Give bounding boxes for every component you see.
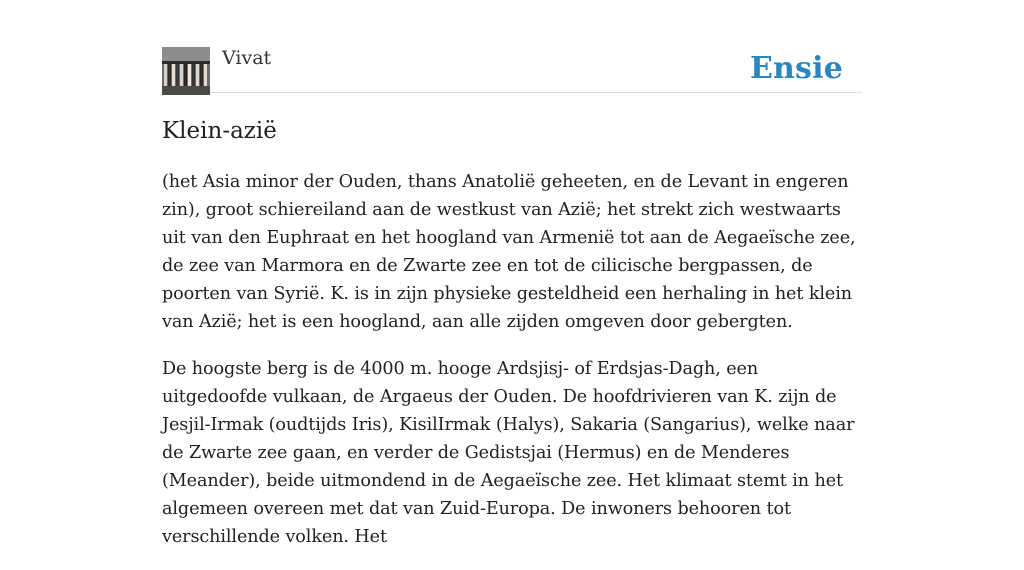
article-page	[162, 0, 862, 547]
author-avatar[interactable]	[162, 47, 210, 95]
brand-logo[interactable]: Ensie	[749, 51, 843, 86]
article-paragraph: (het Asia minor der Ouden, thans Anatolië geheeten, en de Levant in engeren zin), groot schiereiland aan de westkust van Azië; het strekt zich westwaarts uit van den Euphraat en het hoogland van Armenië tot aan de Aegaeïsche zee, de zee van Marmora en de Zwarte zee en tot de cilicische bergpassen, de poorten van Syrië. K. is in zijn physieke gesteldheid een herhaling in het klein van Azië; het is een hoogland, aan alle zijden omgeven door gebergten.	[162, 172, 856, 332]
article-body	[162, 168, 862, 570]
book-shelf-icon	[162, 47, 210, 95]
author-name[interactable]: Vivat	[222, 47, 272, 69]
article-header	[162, 0, 862, 93]
article-paragraph: De hoogste berg is de 4000 m. hooge Ardsjisj- of Erdsjas-Dagh, een uitgedoofde vulkaan, de Argaeus der Ouden. De hoofdrivieren van K. zijn de Jesjil-Irmak (oudtijds Iris), KisilIrmak (Halys), Sakaria (Sangarius), welke naar de Zwarte zee gaan, en verder de Gedistsjai (Hermus) en de Menderes (Meander), beide uitmondend in de Aegaeïsche zee. Het klimaat stemt in het algemeen overeen met dat van Zuid-Europa. De inwoners behooren tot verschillende volken. Het	[162, 359, 855, 547]
article-title: Klein-azië	[162, 118, 277, 144]
